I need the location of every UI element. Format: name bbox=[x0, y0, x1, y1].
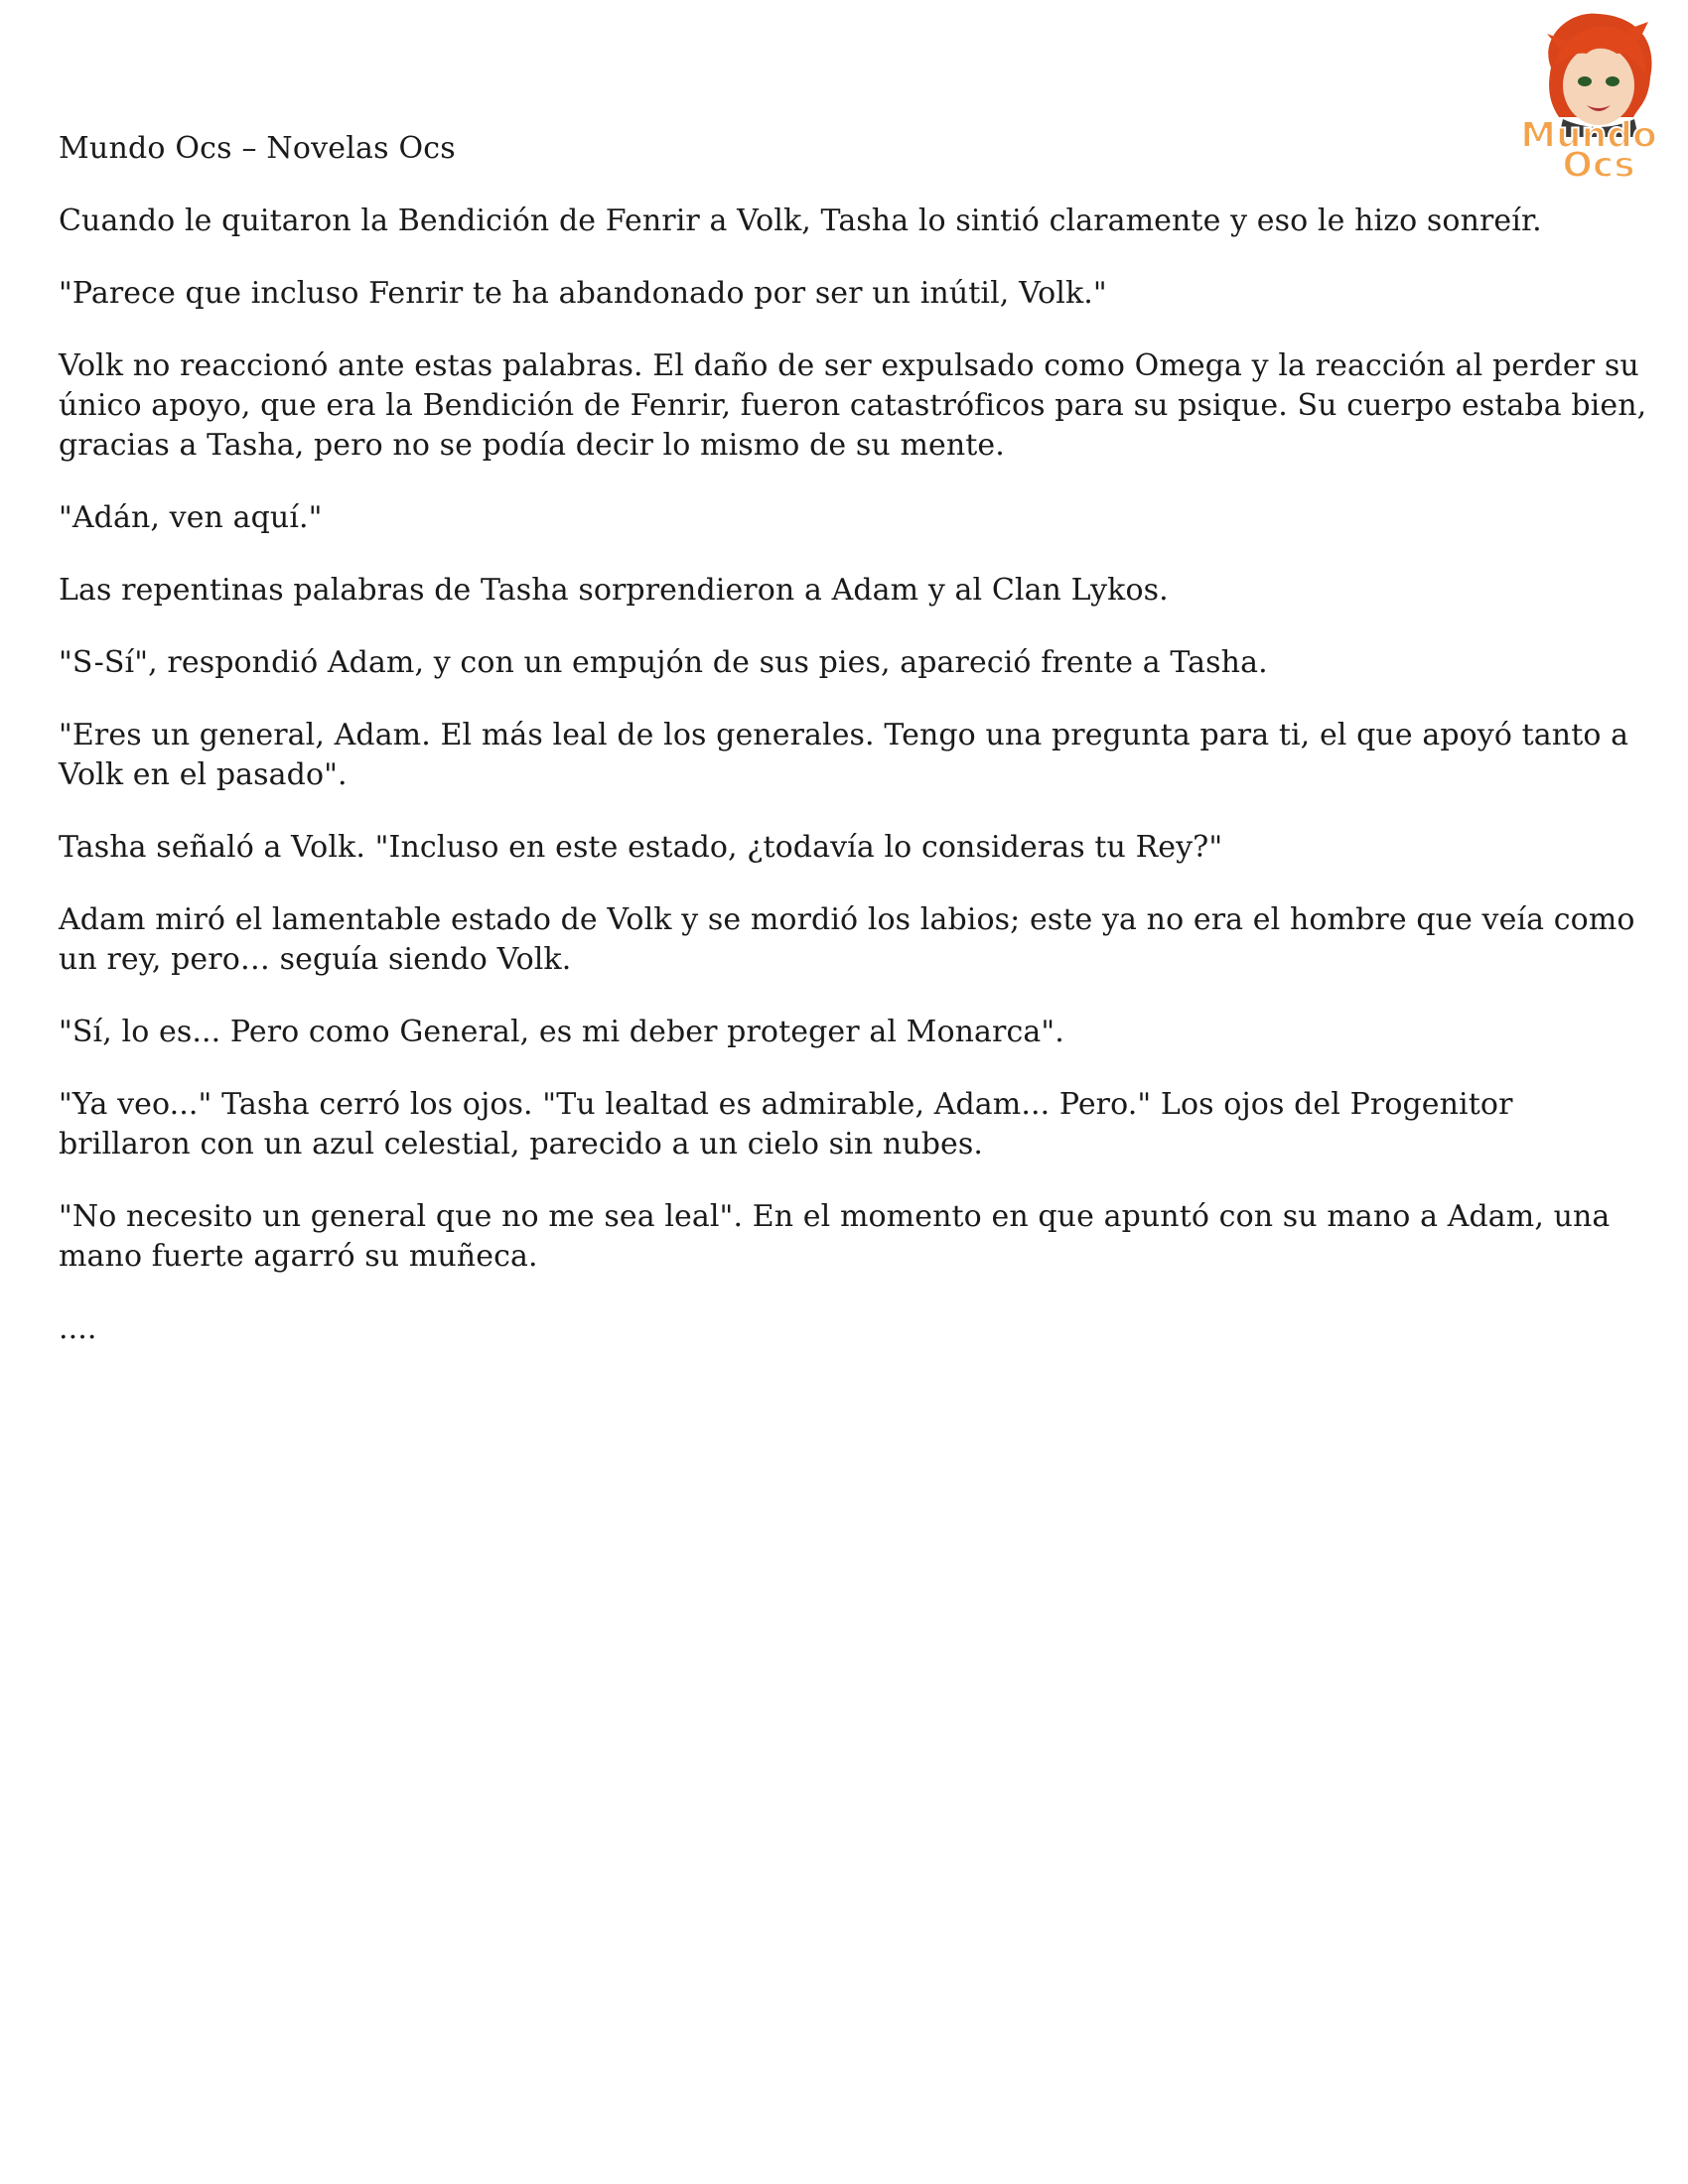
paragraph: Volk no reaccionó ante estas palabras. El daño de ser expulsado como Omega y la reacción al perder su único apoyo, que era la Bendición de Fenrir, fueron catastróficos para su psique. Su cuerpo estaba bien, gracias a Tasha, pero no se podía decir lo mismo de su mente. bbox=[59, 348, 1647, 463]
paragraph: Cuando le quitaron la Bendición de Fenrir a Volk, Tasha lo sintió claramente y eso le hizo sonreír. bbox=[59, 204, 1542, 238]
paragraph: "S-Sí", respondió Adam, y con un empujón de sus pies, apareció frente a Tasha. bbox=[59, 645, 1268, 680]
svg-text:Ocs: Ocs bbox=[1562, 145, 1635, 182]
paragraph: "No necesito un general que no me sea leal". En el momento en que apuntó con su mano a Adam, una mano fuerte agarró su muñeca. bbox=[59, 1199, 1611, 1274]
paragraph: "Adán, ven aquí." bbox=[59, 500, 323, 535]
paragraph: Las repentinas palabras de Tasha sorprendieron a Adam y al Clan Lykos. bbox=[59, 573, 1169, 608]
paragraph: Tasha señaló a Volk. "Incluso en este estado, ¿todavía lo consideras tu Rey?" bbox=[59, 830, 1223, 865]
paragraph: "Ya veo..." Tasha cerró los ojos. "Tu lealtad es admirable, Adam... Pero." Los ojos del Progenitor brillaron con un azul celestial, parecido a un cielo sin nubes. bbox=[59, 1087, 1513, 1161]
document-header: Mundo Ocs – Novelas Ocs bbox=[59, 131, 456, 166]
paragraph: "Eres un general, Adam. El más leal de los generales. Tengo una pregunta para ti, el que apoyó tanto a Volk en el pasado". bbox=[59, 718, 1629, 792]
paragraph: Adam miró el lamentable estado de Volk y se mordió los labios; este ya no era el hombre que veía como un rey, pero… seguía siendo Volk. bbox=[59, 902, 1635, 977]
paragraph: .... bbox=[59, 1311, 97, 1346]
document-page bbox=[59, 129, 1647, 1382]
svg-text:Mundo: Mundo bbox=[1520, 115, 1657, 156]
paragraph: "Sí, lo es... Pero como General, es mi deber proteger al Monarca". bbox=[59, 1015, 1064, 1049]
paragraph: "Parece que incluso Fenrir te ha abandonado por ser un inútil, Volk." bbox=[59, 276, 1107, 311]
